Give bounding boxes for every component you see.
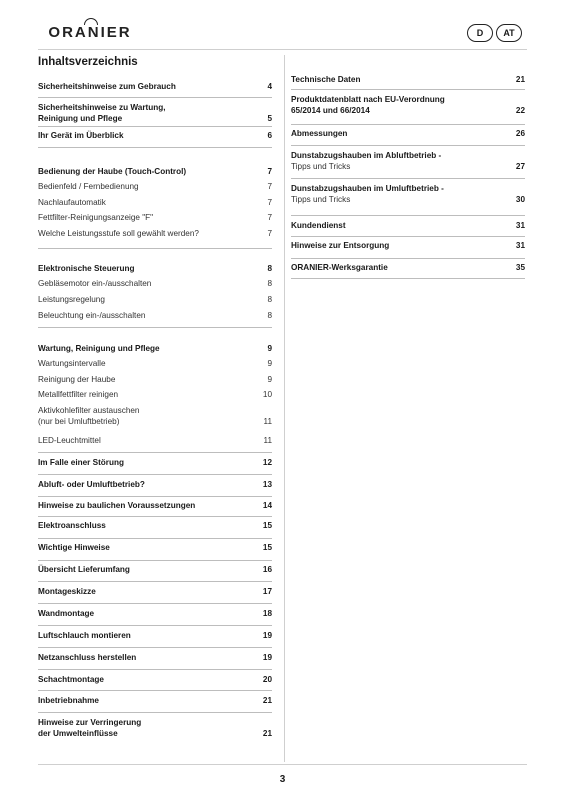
toc-entry — [38, 501, 272, 512]
toc-entry — [38, 264, 272, 275]
toc-entry-page: 16 — [262, 565, 272, 574]
toc-entry-title: Elektroanschluss — [38, 521, 106, 530]
toc-entry-page: 10 — [262, 390, 272, 399]
toc-entry-heading: Dunstabzugshauben im Umluftbetrieb - — [291, 184, 444, 193]
toc-separator — [38, 126, 272, 127]
toc-separator — [291, 145, 525, 146]
toc-entry — [38, 480, 272, 491]
toc-entry-title: Hinweise zu baulichen Voraussetzungen — [38, 501, 196, 510]
toc-entry-title: Beleuchtung ein-/ausschalten — [38, 311, 146, 320]
toc-entry-title: Wandmontage — [38, 609, 95, 618]
country-badges — [467, 24, 522, 42]
toc-separator — [38, 327, 272, 328]
toc-entry-page: 8 — [267, 264, 272, 273]
toc-entry — [38, 198, 272, 209]
toc-entry — [38, 375, 272, 386]
page-number: 3 — [279, 774, 286, 785]
toc-entry-title: Produktdatenblatt nach EU-Verordnung 65/2014 und 66/2014 — [291, 95, 445, 115]
toc-separator — [291, 258, 525, 259]
toc-entry-page: 7 — [267, 167, 272, 176]
toc-separator — [291, 89, 525, 90]
toc-entry-title: Welche Leistungsstufe soll gewählt werden? — [38, 229, 199, 238]
toc-entry — [291, 263, 525, 274]
toc-entry-title: Montageskizze — [38, 587, 96, 596]
toc-entry-page: 5 — [267, 113, 272, 123]
toc-entry — [38, 609, 272, 620]
toc-separator — [38, 147, 272, 148]
toc-entry — [291, 129, 525, 140]
toc-entry — [38, 696, 272, 707]
toc-entry-page: 8 — [267, 279, 272, 288]
toc-separator — [38, 647, 272, 648]
toc-entry — [38, 653, 272, 664]
toc-separator — [38, 712, 272, 713]
footer-rule — [38, 764, 527, 765]
toc-entry — [38, 229, 272, 240]
toc-entry — [291, 95, 525, 116]
toc-entry — [38, 295, 272, 306]
toc-entry-title: Elektronische Steuerung — [38, 264, 135, 273]
toc-entry-title: Inbetriebnahme — [38, 696, 99, 705]
toc-entry-title: Leistungsregelung — [38, 295, 105, 304]
toc-entry-page: 27 — [515, 161, 525, 171]
toc-entry — [38, 359, 272, 370]
toc-entry-title: Hinweise zur Verringerung der Umwelteinflüsse — [38, 718, 142, 738]
toc-separator — [291, 278, 525, 279]
toc-entry-title: Abluft- oder Umluftbetrieb? — [38, 480, 145, 489]
toc-entry — [38, 311, 272, 322]
toc-entry-page: 19 — [262, 631, 272, 640]
toc-separator — [38, 669, 272, 670]
toc-entry-title: Metallfettfilter reinigen — [38, 390, 119, 399]
toc-entry — [38, 587, 272, 598]
toc-separator — [291, 124, 525, 125]
toc-entry-page: 7 — [267, 213, 272, 222]
toc-separator — [291, 178, 525, 179]
toc-entry-title: Wartungsintervalle — [38, 359, 106, 368]
toc-entry — [291, 241, 525, 252]
toc-entry-title: Hinweise zur Entsorgung — [291, 241, 390, 250]
toc-entry — [291, 151, 525, 172]
toc-entry-page: 7 — [267, 229, 272, 238]
toc-entry-page: 22 — [515, 105, 525, 115]
toc-entry — [38, 521, 272, 532]
toc-entry-title: Fettfilter-Reinigungsanzeige "F" — [38, 213, 154, 222]
toc-entry-title: Reinigung der Haube — [38, 375, 116, 384]
toc-entry — [38, 718, 272, 739]
oranier-logo — [40, 24, 140, 42]
toc-entry-title: LED-Leuchtmittel — [38, 436, 101, 445]
toc-entry — [38, 213, 272, 224]
toc-entry-title: ORANIER-Werksgarantie — [291, 263, 388, 272]
toc-entry-subtitle: Tipps und Tricks — [291, 194, 351, 204]
toc-entry-title: Gebläsemotor ein-/ausschalten — [38, 279, 152, 288]
toc-entry — [38, 631, 272, 642]
toc-entry-title: Wichtige Hinweise — [38, 543, 110, 552]
toc-entry-title: Übersicht Lieferumfang — [38, 565, 130, 574]
toc-entry-page: 35 — [515, 263, 525, 272]
toc-entry — [38, 131, 272, 142]
toc-entry-page: 9 — [267, 359, 272, 368]
toc-entry — [38, 344, 272, 355]
toc-entry — [38, 167, 272, 178]
column-divider — [284, 55, 285, 762]
country-badge-at: AT — [496, 24, 522, 42]
toc-entry-title: Abmessungen — [291, 129, 348, 138]
toc-separator — [38, 625, 272, 626]
toc-entry-title: Schachtmontage — [38, 675, 104, 684]
toc-separator — [38, 97, 272, 98]
toc-entry-title — [291, 151, 449, 172]
toc-separator — [38, 538, 272, 539]
toc-entry-subtitle: Tipps und Tricks — [291, 161, 351, 171]
toc-entry — [38, 82, 272, 93]
toc-entry-page: 18 — [262, 609, 272, 618]
toc-separator — [38, 560, 272, 561]
toc-entry-page: 7 — [267, 182, 272, 191]
toc-entry-page: 8 — [267, 311, 272, 320]
toc-entry-title: Kundendienst — [291, 221, 346, 230]
toc-entry-page: 15 — [262, 521, 272, 530]
toc-entry — [38, 182, 272, 193]
toc-entry-title: Sicherheitshinweise zu Wartung, Reinigung und Pflege — [38, 103, 166, 123]
toc-entry-page: 30 — [515, 194, 525, 204]
toc-entry-title — [291, 184, 452, 205]
toc-entry-title: Wartung, Reinigung und Pflege — [38, 344, 160, 353]
toc-separator — [291, 236, 525, 237]
toc-entry-page: 21 — [262, 728, 272, 738]
toc-entry-page: 20 — [262, 675, 272, 684]
toc-entry — [38, 675, 272, 686]
toc-entry — [38, 543, 272, 554]
toc-separator — [38, 690, 272, 691]
toc-entry-page: 4 — [267, 82, 272, 91]
toc-entry-page: 21 — [515, 75, 525, 84]
toc-entry-page: 21 — [262, 696, 272, 705]
toc-entry-title: Luftschlauch montieren — [38, 631, 131, 640]
toc-entry — [38, 436, 272, 447]
toc-separator — [291, 215, 525, 216]
toc-entry-page: 17 — [262, 587, 272, 596]
toc-entry-page: 11 — [263, 416, 272, 426]
logo-arc-icon — [84, 18, 98, 25]
toc-entry — [291, 221, 525, 232]
toc-entry — [291, 75, 525, 86]
toc-separator — [38, 516, 272, 517]
toc-title: Inhaltsverzeichnis — [38, 56, 138, 68]
toc-entry-page: 13 — [262, 480, 272, 489]
toc-entry-page: 11 — [263, 436, 272, 445]
toc-entry-title: Im Falle einer Störung — [38, 458, 124, 467]
toc-entry-page: 26 — [515, 129, 525, 138]
toc-entry-title: Aktivkohlefilter austauschen (nur bei Umluftbetrieb) — [38, 406, 140, 426]
toc-entry-page: 31 — [515, 241, 525, 250]
toc-entry-title: Technische Daten — [291, 75, 361, 84]
toc-separator — [38, 496, 272, 497]
toc-entry-page: 14 — [262, 501, 272, 510]
brand-name: ORANIER — [48, 24, 132, 41]
toc-entry-page: 7 — [267, 198, 272, 207]
toc-entry-page: 31 — [515, 221, 525, 230]
toc-entry-page: 9 — [267, 344, 272, 353]
toc-entry — [38, 103, 272, 124]
toc-entry-title: Netzanschluss herstellen — [38, 653, 137, 662]
toc-entry-title: Bedienfeld / Fernbedienung — [38, 182, 139, 191]
toc-separator — [38, 603, 272, 604]
toc-entry — [38, 458, 272, 469]
toc-separator — [38, 248, 272, 249]
toc-entry-page: 15 — [262, 543, 272, 552]
toc-entry — [38, 390, 272, 401]
toc-entry — [38, 279, 272, 290]
toc-entry — [38, 565, 272, 576]
toc-entry-title: Nachlaufautomatik — [38, 198, 106, 207]
toc-entry-page: 12 — [262, 458, 272, 467]
toc-entry-page: 8 — [267, 295, 272, 304]
toc-entry-page: 9 — [267, 375, 272, 384]
toc-entry-page: 19 — [262, 653, 272, 662]
toc-entry-title: Ihr Gerät im Überblick — [38, 131, 124, 140]
toc-entry — [38, 406, 272, 427]
toc-separator — [38, 581, 272, 582]
toc-entry-page: 6 — [267, 131, 272, 140]
toc-entry-title: Bedienung der Haube (Touch-Control) — [38, 167, 187, 176]
toc-separator — [38, 452, 272, 453]
toc-entry-heading: Dunstabzugshauben im Abluftbetrieb - — [291, 151, 442, 160]
country-badge-d: D — [467, 24, 493, 42]
toc-separator — [38, 474, 272, 475]
toc-entry — [291, 184, 525, 205]
header-rule — [38, 49, 527, 50]
toc-entry-title: Sicherheitshinweise zum Gebrauch — [38, 82, 176, 91]
